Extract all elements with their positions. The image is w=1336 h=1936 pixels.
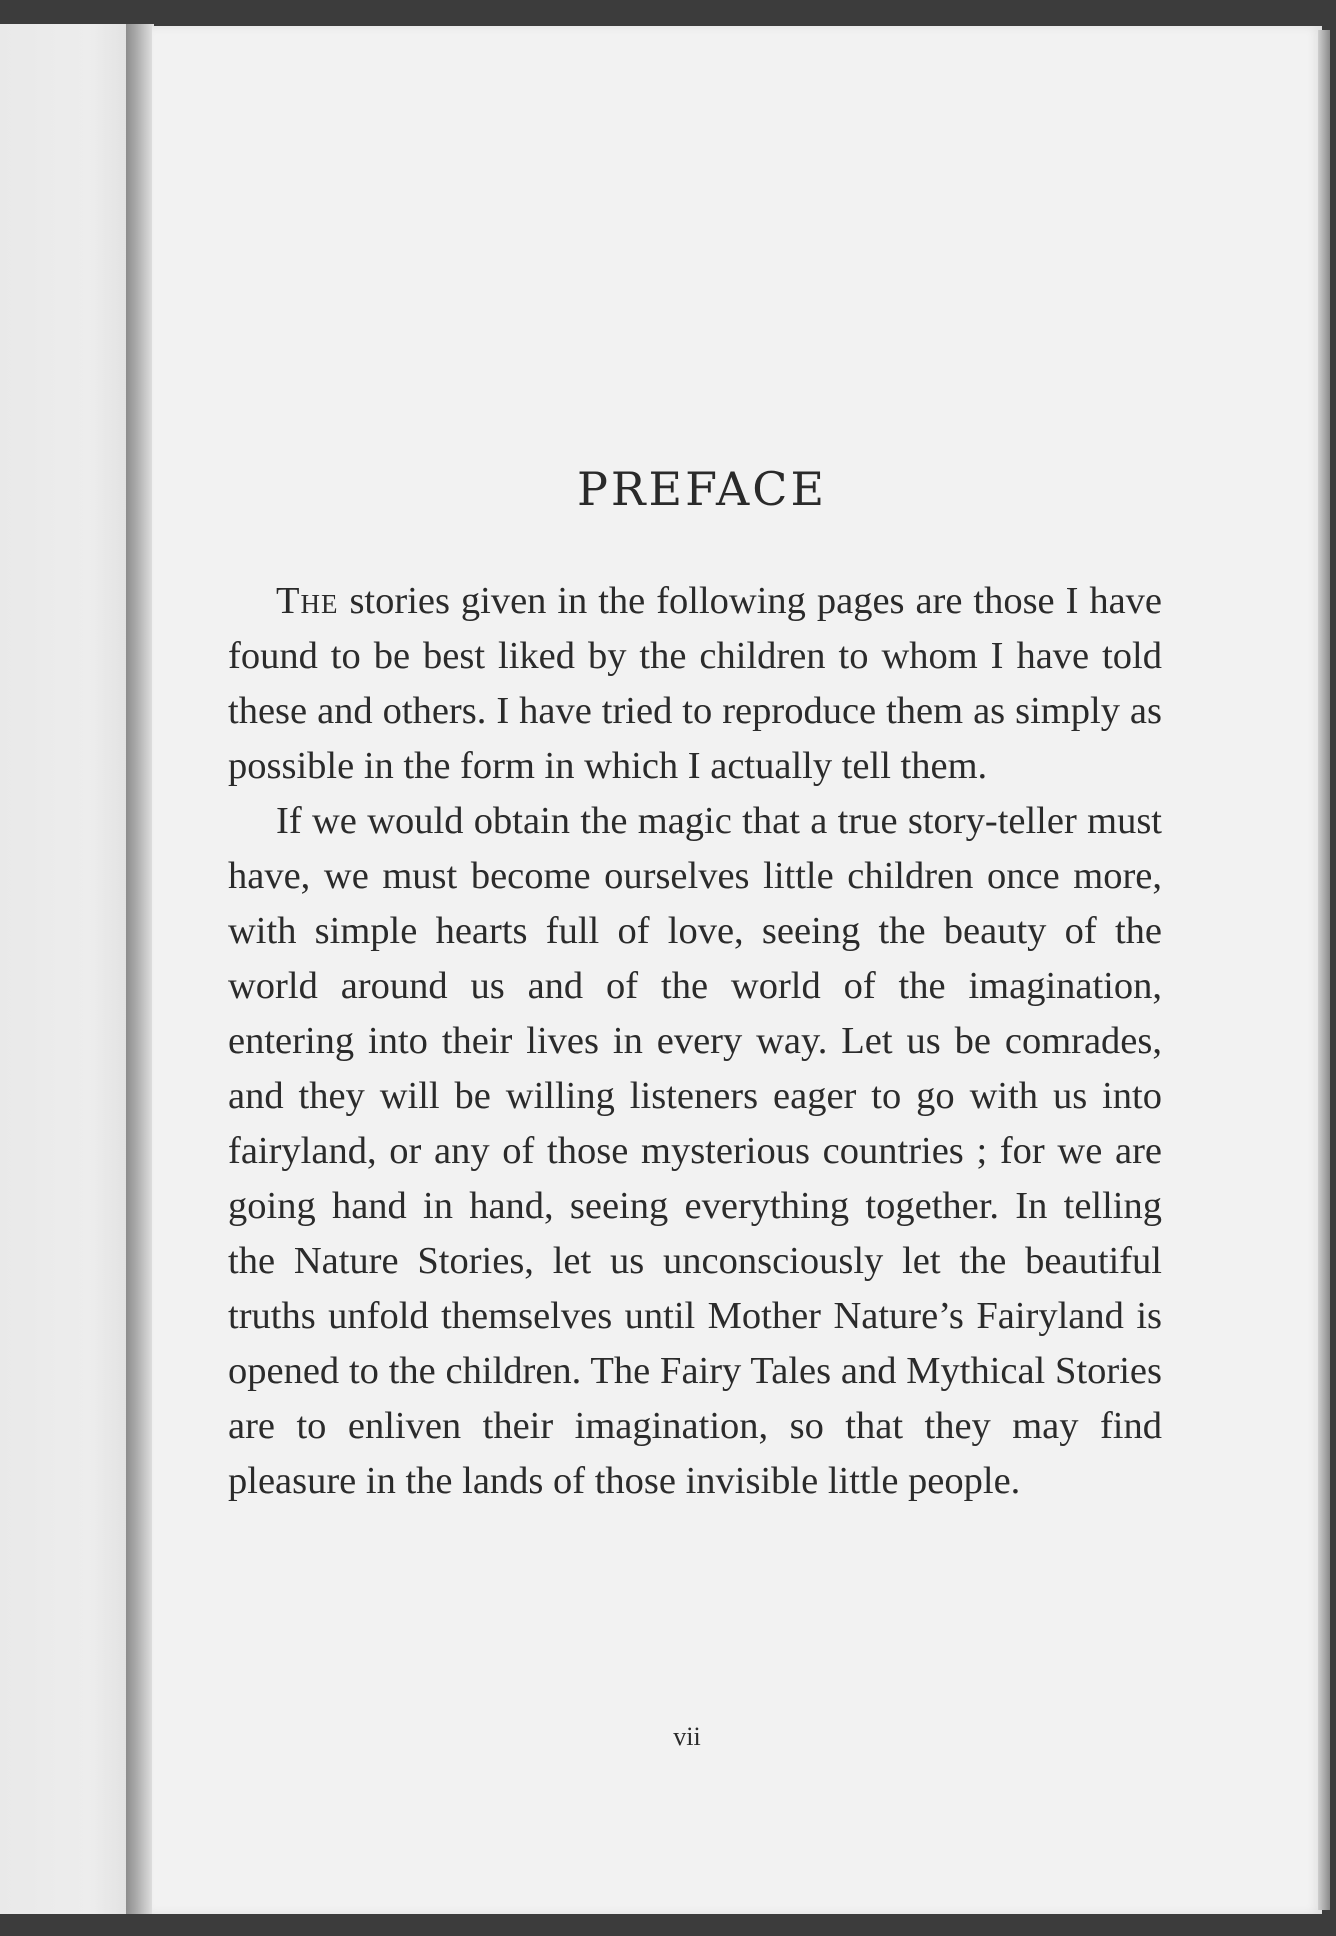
paragraph-1 bbox=[228, 574, 1162, 794]
right-page-edge bbox=[1318, 30, 1330, 1910]
page-title: PREFACE bbox=[576, 462, 828, 516]
paragraph-2-text: If we would obtain the magic that a true story-teller must have, we must become ourselves little children once more, with simple hearts full of love, seeing the beauty of the world around us and of the world of the imagination, entering into their lives in every way. Let us be comrades, and they will be willing listeners eager to go with us into fairyland, or any of those mysterious countries ; for we are going hand in hand, seeing everything together. In telling the Nature Stories, let us unconsciously let the beautiful truths unfold themselves until Mother Nature’s Fairyland is opened to the children. The Fairy Tales and Mythical Stories are to enliven their imagination, so that they may find pleasure in the lands of those invisible little people. bbox=[228, 800, 1162, 1502]
paragraph-1-text: stories given in the following pages are those I have found to be best liked by the children to whom I have told these and others. I have tried to reproduce them as simply as possible in the form in which I actually tell them. bbox=[228, 580, 1162, 787]
left-page-edge bbox=[0, 24, 128, 1914]
book-gutter bbox=[126, 24, 154, 1914]
preface-body bbox=[228, 574, 1162, 1509]
paragraph-2 bbox=[228, 794, 1162, 1509]
paragraph-1-lead-word: The bbox=[276, 580, 339, 622]
page-number: vii bbox=[673, 1722, 701, 1751]
